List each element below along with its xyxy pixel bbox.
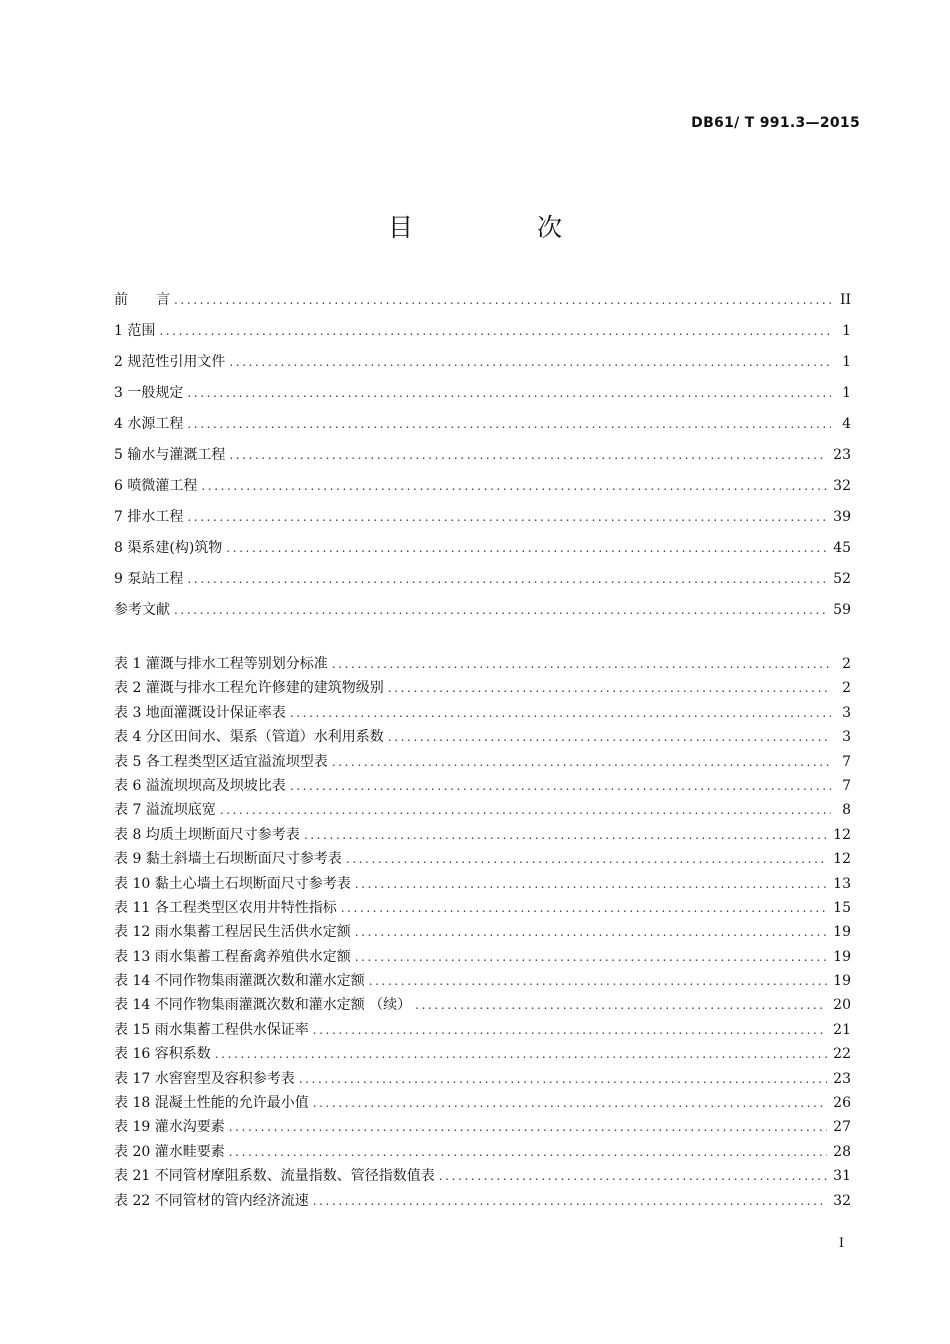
leader-dots [229, 349, 831, 375]
toc-entry-label: 表 4 分区田间水、渠系（管道）水利用系数 [114, 729, 384, 746]
toc-entry-page: 19 [833, 948, 851, 965]
toc-entry-label: 表 16 容积系数 [114, 1046, 211, 1063]
toc-entry-label: 表 18 混凝土性能的允许最小值 [114, 1095, 309, 1112]
toc-entry-bibliography[interactable] [114, 597, 851, 628]
toc-entry-label: 表 14 不同作物集雨灌溉次数和灌水定额 [114, 973, 365, 990]
toc-entry-page: 45 [833, 540, 851, 556]
toc-entry-label: 表 6 溢流坝坝高及坝坡比表 [114, 777, 286, 794]
toc-entry-label: 表 2 灌溉与排水工程允许修建的建筑物级别 [114, 680, 384, 697]
toc-table-entry[interactable] [114, 1142, 851, 1166]
leader-dots [215, 1044, 827, 1064]
toc-entry-label: 前 言 [114, 292, 170, 308]
toc-entry-pump-station[interactable] [114, 566, 851, 597]
leader-dots [299, 1069, 827, 1089]
toc-entry-water-source[interactable] [114, 411, 851, 442]
toc-entry-page: 1 [842, 323, 851, 339]
leader-dots [304, 825, 827, 845]
leader-dots [313, 1093, 827, 1113]
toc-entry-page: 3 [842, 704, 851, 721]
toc-table-entry[interactable] [114, 1020, 851, 1044]
toc-entry-page: 2 [842, 656, 851, 672]
leader-dots [341, 898, 827, 918]
toc-entry-page: 3 [842, 729, 851, 746]
toc-entry-label: 7 排水工程 [114, 509, 184, 525]
leader-dots [355, 922, 827, 942]
toc-entry-page: II [839, 292, 851, 308]
toc-entry-page: 1 [842, 354, 851, 370]
toc-entry-page: 23 [833, 1070, 851, 1087]
leader-dots [355, 947, 827, 967]
toc-entry-label: 表 12 雨水集蓄工程居民生活供水定额 [114, 924, 351, 941]
toc-entry-label: 表 20 灌水畦要素 [114, 1143, 225, 1160]
document-code: DB61/ T 991.3—2015 [691, 115, 860, 131]
toc-table-entry[interactable] [114, 752, 851, 776]
toc-table-entry[interactable] [114, 947, 851, 971]
leader-dots [332, 752, 831, 772]
toc-entry-label: 表 11 各工程类型区农用井特性指标 [114, 899, 337, 916]
toc-table-list [114, 654, 851, 1215]
toc-table-entry[interactable] [114, 1166, 851, 1190]
leader-dots [174, 287, 831, 313]
toc-entry-label: 8 渠系建(构)筑物 [114, 540, 223, 556]
toc-entry-page: 32 [833, 1192, 851, 1209]
page-number: I [838, 1236, 844, 1251]
toc-entry-page: 39 [833, 509, 851, 525]
leader-dots [290, 703, 831, 723]
toc-entry-sprinkler-micro[interactable] [114, 473, 851, 504]
toc-entry-label: 表 22 不同管材的管内经济流速 [114, 1192, 309, 1209]
toc-table-entry[interactable] [114, 776, 851, 800]
toc-entry-label: 3 一般规定 [114, 385, 184, 401]
toc-entry-label: 表 21 不同管材摩阻系数、流量指数、管径指数值表 [114, 1168, 435, 1185]
leader-dots [229, 1142, 827, 1162]
toc-entry-label: 2 规范性引用文件 [114, 354, 226, 370]
toc-entry-label: 表 3 地面灌溉设计保证率表 [114, 704, 286, 721]
leader-dots [220, 800, 831, 820]
toc-table-entry[interactable] [114, 825, 851, 849]
toc-entry-page: 15 [833, 899, 851, 916]
leader-dots [415, 995, 827, 1015]
toc-entry-label: 表 7 溢流坝底宽 [114, 802, 216, 819]
toc-section-list [114, 287, 851, 628]
toc-entry-foreword[interactable] [114, 287, 851, 318]
toc-entry-page: 12 [833, 826, 851, 843]
toc-entry-label: 5 输水与灌溉工程 [114, 447, 226, 463]
toc-entry-normative-references[interactable] [114, 349, 851, 380]
toc-table-entry[interactable] [114, 1069, 851, 1093]
leader-dots [187, 566, 827, 592]
toc-entry-page: 7 [842, 753, 851, 770]
toc-table-entry[interactable] [114, 1093, 851, 1117]
toc-entry-label: 表 8 均质土坝断面尺寸参考表 [114, 826, 300, 843]
leader-dots [229, 1117, 827, 1137]
toc-table-entry[interactable] [114, 849, 851, 873]
toc-entry-label: 表 9 黏土斜墙土石坝断面尺寸参考表 [114, 851, 342, 868]
toc-entry-page: 23 [833, 447, 851, 463]
toc-entry-label: 表 14 不同作物集雨灌溉次数和灌水定额 （续） [114, 997, 412, 1014]
leader-dots [187, 380, 831, 406]
toc-entry-label: 1 范围 [114, 323, 156, 339]
toc-entry-label: 参考文献 [114, 602, 170, 618]
leader-dots [332, 654, 831, 674]
toc-table-entry[interactable] [114, 727, 851, 751]
toc-table-entry[interactable] [114, 971, 851, 995]
toc-table-entry[interactable] [114, 922, 851, 946]
toc-entry-page: 19 [833, 973, 851, 990]
leader-dots [313, 1191, 827, 1211]
leader-dots [159, 318, 831, 344]
leader-dots [388, 678, 831, 698]
toc-table-entry[interactable] [114, 898, 851, 922]
toc-entry-label: 表 1 灌溉与排水工程等别划分标准 [114, 656, 328, 672]
toc-entry-label: 表 13 雨水集蓄工程畜禽养殖供水定额 [114, 948, 351, 965]
toc-entry-page: 12 [833, 851, 851, 868]
toc-entry-label: 9 泵站工程 [114, 571, 184, 587]
leader-dots [369, 971, 827, 991]
toc-table-entry[interactable] [114, 874, 851, 898]
toc-entry-label: 表 5 各工程类型区适宜溢流坝型表 [114, 753, 328, 770]
toc-entry-conveyance-irrigation[interactable] [114, 442, 851, 473]
toc-entry-page: 32 [833, 478, 851, 494]
toc-table-entry[interactable] [114, 1044, 851, 1068]
leader-dots [346, 849, 827, 869]
toc-entry-page: 22 [833, 1046, 851, 1063]
toc-entry-page: 20 [833, 997, 851, 1014]
toc-entry-page: 31 [833, 1168, 851, 1185]
leader-dots [313, 1020, 827, 1040]
leader-dots [187, 411, 831, 437]
toc-entry-page: 59 [833, 602, 851, 618]
toc-entry-page: 26 [833, 1095, 851, 1112]
toc-table-entry[interactable] [114, 1191, 851, 1215]
leader-dots [174, 597, 827, 623]
toc-entry-label: 表 19 灌水沟要素 [114, 1119, 225, 1136]
toc-entry-page: 19 [833, 924, 851, 941]
toc-entry-page: 28 [833, 1143, 851, 1160]
toc-entry-page: 8 [842, 802, 851, 819]
toc-table-entry[interactable] [114, 1117, 851, 1141]
toc-entry-page: 13 [833, 875, 851, 892]
toc-table-entry[interactable] [114, 654, 851, 678]
toc-table-entry[interactable] [114, 800, 851, 824]
toc-entry-page: 27 [833, 1119, 851, 1136]
toc-entry-label: 表 15 雨水集蓄工程供水保证率 [114, 1021, 309, 1038]
toc-entry-page: 52 [833, 571, 851, 587]
toc-table-entry[interactable] [114, 995, 851, 1019]
leader-dots [229, 442, 827, 468]
toc-entry-page: 7 [842, 777, 851, 794]
toc-entry-page: 4 [842, 416, 851, 432]
toc-table-entry[interactable] [114, 703, 851, 727]
toc-table-entry[interactable] [114, 678, 851, 702]
toc-entry-page: 21 [833, 1021, 851, 1038]
leader-dots [201, 473, 827, 499]
toc-entry-general-provisions[interactable] [114, 380, 851, 411]
toc-entry-page: 1 [842, 385, 851, 401]
toc-entry-page: 2 [842, 680, 851, 697]
leader-dots [355, 874, 827, 894]
leader-dots [187, 504, 827, 530]
toc-entry-scope[interactable] [114, 318, 851, 349]
leader-dots [290, 776, 831, 796]
toc-entry-label: 6 喷微灌工程 [114, 478, 198, 494]
toc-title: 目 次 [388, 213, 620, 242]
leader-dots [226, 535, 827, 561]
toc-entry-label: 4 水源工程 [114, 416, 184, 432]
toc-entry-label: 表 17 水窖窖型及容积参考表 [114, 1070, 295, 1087]
leader-dots [439, 1166, 827, 1186]
leader-dots [388, 727, 831, 747]
toc-entry-label: 表 10 黏土心墙土石坝断面尺寸参考表 [114, 875, 351, 892]
toc-entry-drainage[interactable] [114, 504, 851, 535]
toc-entry-canal-structures[interactable] [114, 535, 851, 566]
